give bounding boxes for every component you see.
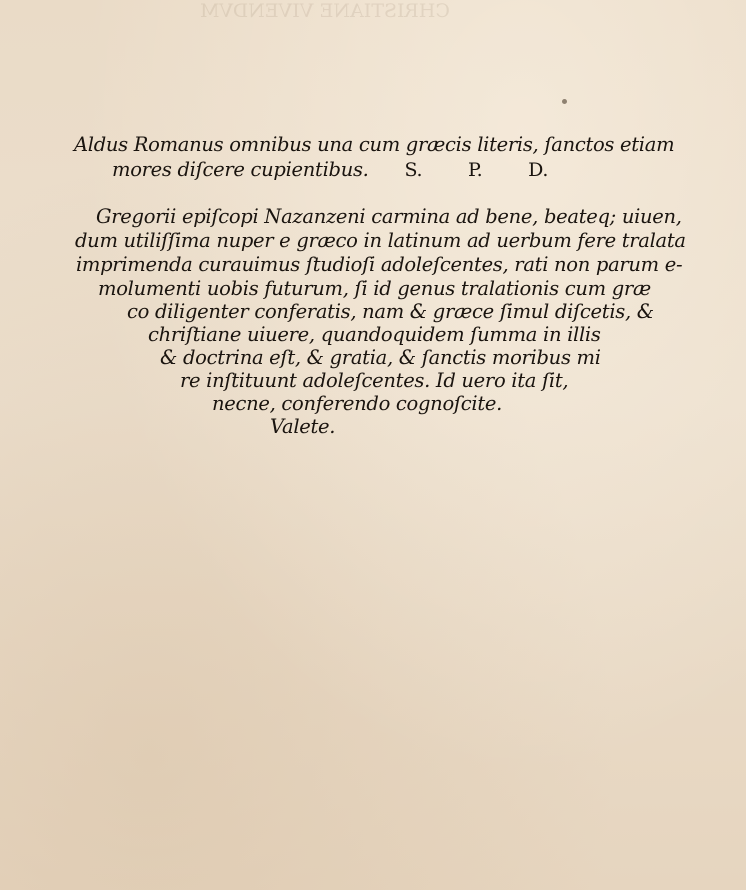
letter-heading-line-2: [112, 158, 588, 181]
body-line-1: Gregorii epiſcopi Nazanzeni carmina ad bene, beateq; uiuen,: [96, 205, 682, 228]
body-line-6: chriſtiane uiuere, quandoquidem ſumma in illis: [148, 323, 601, 346]
salutation-d: D.: [528, 159, 549, 181]
salutation-s: S.: [404, 159, 423, 181]
letter-heading-line-2-text: mores diſcere cupientibus.: [112, 158, 369, 181]
body-line-10: Valete.: [270, 415, 336, 438]
body-line-3: imprimenda curauimus ſtudioſi adoleſcentes, rati non parum e-: [76, 253, 683, 276]
show-through-texture: CHRISTIANE VIVENDVM: [200, 0, 450, 22]
ink-spot: [562, 99, 567, 104]
body-line-4: molumenti uobis futurum, ſi id genus tralationis cum græ: [98, 277, 651, 300]
salutation-p: P.: [468, 159, 483, 181]
body-line-2: dum utiliſſima nuper e græco in latinum ad uerbum fere tralata: [75, 229, 686, 252]
letter-heading-line-1: Aldus Romanus omnibus una cum græcis literis, ſanctos etiam: [74, 133, 675, 156]
body-line-7: & doctrina eſt, & gratia, & ſanctis moribus mi: [160, 346, 601, 369]
body-line-5: co diligenter conferatis, nam & græce ſimul diſcetis, &: [127, 300, 654, 323]
body-line-9: necne, conferendo cognoſcite.: [212, 392, 503, 415]
body-line-8: re inſtituunt adoleſcentes. Id uero ita ſit,: [180, 369, 569, 392]
salutation: [404, 159, 588, 181]
